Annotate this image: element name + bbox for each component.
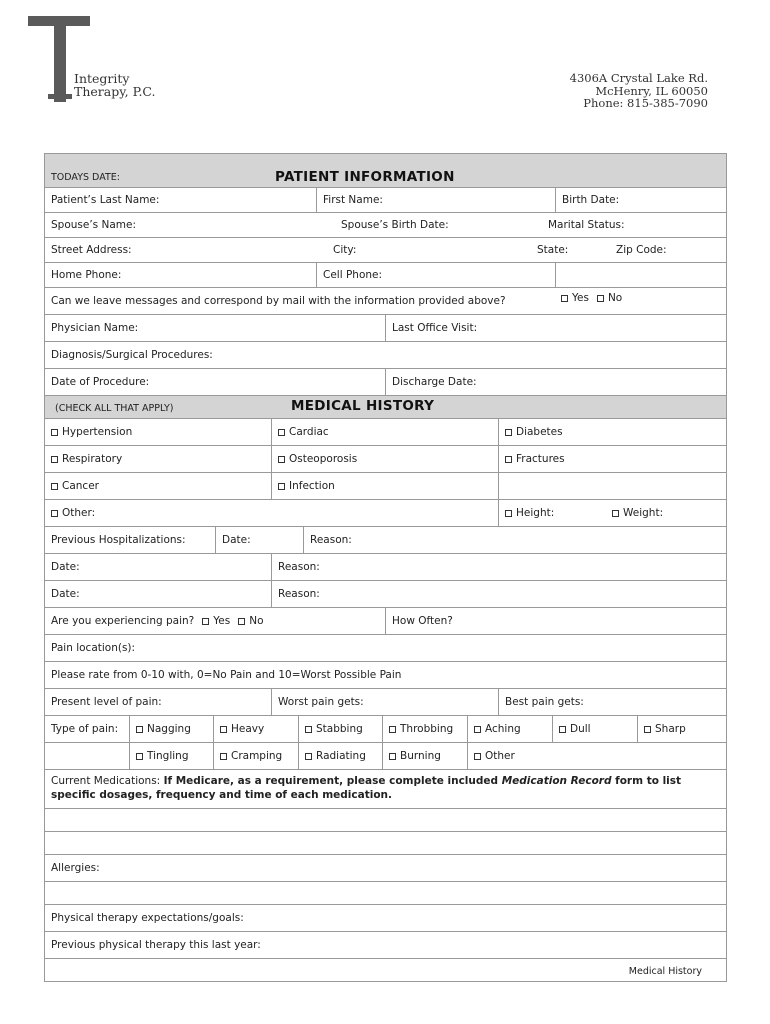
medication-record-link: Medication Record [501,775,612,787]
date-label: Date: [222,534,251,546]
spouse-birth-label: Spouse’s Birth Date: [341,219,449,231]
allergies-field[interactable] [45,855,726,881]
checkbox-icon [220,753,227,760]
cell-phone-field[interactable] [316,263,556,287]
medications-note-part-1: If Medicare, as a requirement, please complete included [163,775,502,787]
hospitalization-row [45,527,726,554]
marital-status-label: Marital Status: [548,219,625,231]
pain-rate-instruction [45,662,726,688]
prev-hosp-label: Previous Hospitalizations: [51,534,186,546]
city-field[interactable] [327,238,527,262]
medications-note-part-2: form to list specific dosages, frequency and time of each medication. [51,775,682,801]
home-phone-field[interactable] [45,263,315,287]
messages-yes-option[interactable] [561,292,589,304]
checkbox-icon [51,429,58,436]
worst-pain-label: Worst pain gets: [278,696,364,708]
infection-option[interactable] [271,473,498,499]
conditions-row-3 [45,473,726,500]
how-often-label: How Often? [392,615,453,627]
reason-label: Reason: [310,534,352,546]
procedure-row [45,369,726,396]
respiratory-option[interactable] [45,446,271,472]
footer-label: Medical History [628,966,702,977]
logo-t-foot [48,94,72,99]
checkbox-icon [305,753,312,760]
height-label: Height: [516,507,555,519]
checkbox-icon [597,295,604,302]
no-label: No [607,292,623,304]
pain-rate-label: Please rate from 0-10 with, 0=No Pain and 10=Worst Possible Pain [51,669,402,681]
pain-type-option-label: Cramping [231,750,283,762]
pain-rate-row [45,662,726,689]
present-level-field[interactable] [45,689,271,715]
checkbox-icon [220,726,227,733]
pain-type-row-1 [45,716,726,743]
hosp-reason-field-2[interactable] [271,554,726,580]
allergies-line[interactable] [45,882,726,905]
condition-label: Infection [289,480,335,492]
hosp-date-field-2[interactable] [45,554,271,580]
phone-blank-cell [555,263,726,287]
yes-label: Yes [572,292,589,304]
first-name-field[interactable] [316,188,556,212]
cardiac-option[interactable] [271,419,498,445]
spouse-name-label: Spouse’s Name: [51,219,136,231]
prev-pt-row [45,932,726,959]
patient-info-title: PATIENT INFORMATION [275,169,455,185]
condition-label: Diabetes [516,426,563,438]
address-street: 4306A Crystal Lake Rd. [569,71,708,85]
medications-row [45,770,726,809]
conditions-blank-cell [498,473,726,499]
hosp-date-field[interactable] [215,527,303,553]
pain-location-row [45,635,726,662]
name-row [45,188,726,213]
pain-question-row [45,608,726,635]
diabetes-option[interactable] [498,419,726,445]
address-row [45,238,726,263]
state-field[interactable] [531,238,611,262]
street-field[interactable] [45,238,327,262]
zip-field[interactable] [610,238,726,262]
procedure-date-field[interactable] [45,369,385,395]
checkbox-icon [561,295,568,302]
allergies-label: Allergies: [51,862,100,874]
throbbing-option[interactable] [382,716,467,742]
checkbox-icon [474,726,481,733]
condition-label: Osteoporosis [289,453,358,465]
medical-history-title: MEDICAL HISTORY [291,398,435,414]
physician-row [45,315,726,342]
no-label: No [249,615,264,627]
pain-level-row [45,689,726,716]
birth-date-field[interactable] [555,188,726,212]
condition-label: Fractures [516,453,565,465]
pain-type-label: Type of pain: [51,723,119,735]
phone-row [45,263,726,288]
cramping-option[interactable] [213,743,298,769]
diagnosis-label: Diagnosis/Surgical Procedures: [51,349,213,361]
medical-history-banner [45,396,726,419]
pain-location-label: Pain location(s): [51,642,136,654]
home-phone-label: Home Phone: [51,269,122,281]
other-option[interactable] [45,500,498,526]
condition-label: Cardiac [289,426,329,438]
messages-question-text: Can we leave messages and correspond by mail with the information provided above? [51,295,506,307]
pain-type-option-label: Nagging [147,723,191,735]
reason-label: Reason: [278,561,320,573]
hospitalization-row-3 [45,581,726,608]
hosp-reason-field[interactable] [303,527,726,553]
prev-pt-line[interactable] [45,959,726,982]
hospitalization-row-2 [45,554,726,581]
checkbox-icon [505,429,512,436]
nagging-option[interactable] [129,716,213,742]
hosp-reason-field-3[interactable] [271,581,726,607]
physician-name-field[interactable] [45,315,385,341]
pain-type-option-label: Other [485,750,515,762]
pain-type-option-label: Dull [570,723,591,735]
patient-form [44,153,727,982]
todays-date-field[interactable] [45,168,120,187]
expectations-label: Physical therapy expectations/goals: [51,912,244,924]
discharge-date-label: Discharge Date: [392,376,477,388]
pain-type-option-label: Sharp [655,723,686,735]
conditions-row-1 [45,419,726,446]
conditions-row-2 [45,446,726,473]
other-label: Other: [62,507,96,519]
checkbox-icon [389,753,396,760]
condition-label: Hypertension [62,426,133,438]
fractures-option[interactable] [498,446,726,472]
checkbox-icon [474,753,481,760]
pain-type-option-label: Radiating [316,750,366,762]
street-label: Street Address: [51,244,132,256]
expectations-field[interactable] [45,905,726,931]
checkbox-icon [644,726,651,733]
todays-date-label: TODAYS DATE: [51,172,120,183]
messages-no-option[interactable] [597,292,622,304]
medications-label: Current Medications: [51,775,161,787]
other-row [45,500,726,527]
marital-status-field[interactable] [542,213,726,237]
weight-option[interactable] [606,500,726,526]
date-label: Date: [51,561,80,573]
first-name-label: First Name: [323,194,383,206]
discharge-date-field[interactable] [385,369,726,395]
radiating-option[interactable] [298,743,382,769]
prev-pt-field[interactable] [45,932,726,958]
dull-option[interactable] [552,716,637,742]
pain-type-row-2 [45,743,726,770]
medications-line-2[interactable] [45,832,726,855]
messages-row [45,288,726,315]
aching-option[interactable] [467,716,552,742]
pain-type-label-cell [45,716,129,742]
date-label: Date: [51,588,80,600]
checkbox-icon [278,429,285,436]
address-city: McHenry, IL 60050 [595,83,708,98]
pain-type-option-label: Heavy [231,723,265,735]
tingling-option[interactable] [129,743,213,769]
weight-label: Weight: [623,507,664,519]
medications-note [51,774,718,802]
checkbox-icon [136,753,143,760]
checkbox-icon [51,510,58,517]
diagnosis-row [45,342,726,369]
checkbox-icon [559,726,566,733]
pain-question-label: Are you experiencing pain? [51,615,195,627]
logo-text [74,72,156,98]
checkbox-icon [51,456,58,463]
spouse-birth-field[interactable] [335,213,535,237]
checkbox-icon [505,456,512,463]
company-logo [28,16,188,106]
checkbox-icon [51,483,58,490]
condition-label: Cancer [62,480,99,492]
checkbox-icon [389,726,396,733]
pain-type-option-label: Burning [400,750,441,762]
messages-question [45,288,545,314]
last-name-field[interactable] [45,188,315,212]
prev-pt-label: Previous physical therapy this last year: [51,939,261,951]
height-option[interactable] [498,500,606,526]
osteoporosis-option[interactable] [271,446,498,472]
checkbox-icon [202,618,209,625]
check-all-note [49,399,174,418]
heavy-option[interactable] [213,716,298,742]
condition-label: Respiratory [62,453,123,465]
best-pain-label: Best pain gets: [505,696,584,708]
pain-yes-option[interactable] [202,615,230,627]
zip-label: Zip Code: [616,244,667,256]
burning-option[interactable] [382,743,467,769]
city-label: City: [333,244,357,256]
medications-line-1[interactable] [45,809,726,832]
worst-pain-field[interactable] [271,689,498,715]
best-pain-field[interactable] [498,689,726,715]
last-visit-label: Last Office Visit: [392,322,478,334]
how-often-field[interactable] [385,608,726,634]
address-phone: Phone: 815-385-7090 [583,96,708,110]
checkbox-icon [278,483,285,490]
allergies-row [45,855,726,882]
diagnosis-field[interactable] [45,342,726,368]
birth-date-label: Birth Date: [562,194,620,206]
messages-options [555,288,726,314]
check-all-label: (CHECK ALL THAT APPLY) [55,403,174,414]
pain-type-option-label: Aching [485,723,521,735]
procedure-date-label: Date of Procedure: [51,376,150,388]
checkbox-icon [505,510,512,517]
logo-t-stem [54,22,66,102]
physician-name-label: Physician Name: [51,322,139,334]
spouse-row [45,213,726,238]
prev-hosp-field [45,527,215,553]
patient-info-banner [45,154,726,188]
pain-question [45,608,385,634]
expectations-row [45,905,726,932]
spouse-name-field[interactable] [45,213,335,237]
yes-label: Yes [213,615,231,627]
pain-no-option[interactable] [238,615,263,627]
checkbox-icon [612,510,619,517]
state-label: State: [537,244,569,256]
pain-type-option-label: Throbbing [400,723,454,735]
reason-label: Reason: [278,588,320,600]
present-level-label: Present level of pain: [51,696,162,708]
cancer-option[interactable] [45,473,271,499]
sharp-option[interactable] [637,716,726,742]
pain-type-blank-cell [45,743,129,769]
pain-type-option-label: Stabbing [316,723,363,735]
pain-location-field[interactable] [45,635,726,661]
other-pain-option[interactable] [467,743,726,769]
checkbox-icon [305,726,312,733]
checkbox-icon [278,456,285,463]
last-visit-field[interactable] [385,315,726,341]
pain-type-option-label: Tingling [147,750,189,762]
stabbing-option[interactable] [298,716,382,742]
logo-line-1: Integrity [74,71,130,86]
last-name-label: Patient’s Last Name: [51,194,160,206]
company-address [570,72,708,110]
logo-line-2: Therapy, P.C. [74,84,156,99]
checkbox-icon [238,618,245,625]
cell-phone-label: Cell Phone: [323,269,383,281]
hosp-date-field-3[interactable] [45,581,271,607]
checkbox-icon [136,726,143,733]
hypertension-option[interactable] [45,419,271,445]
